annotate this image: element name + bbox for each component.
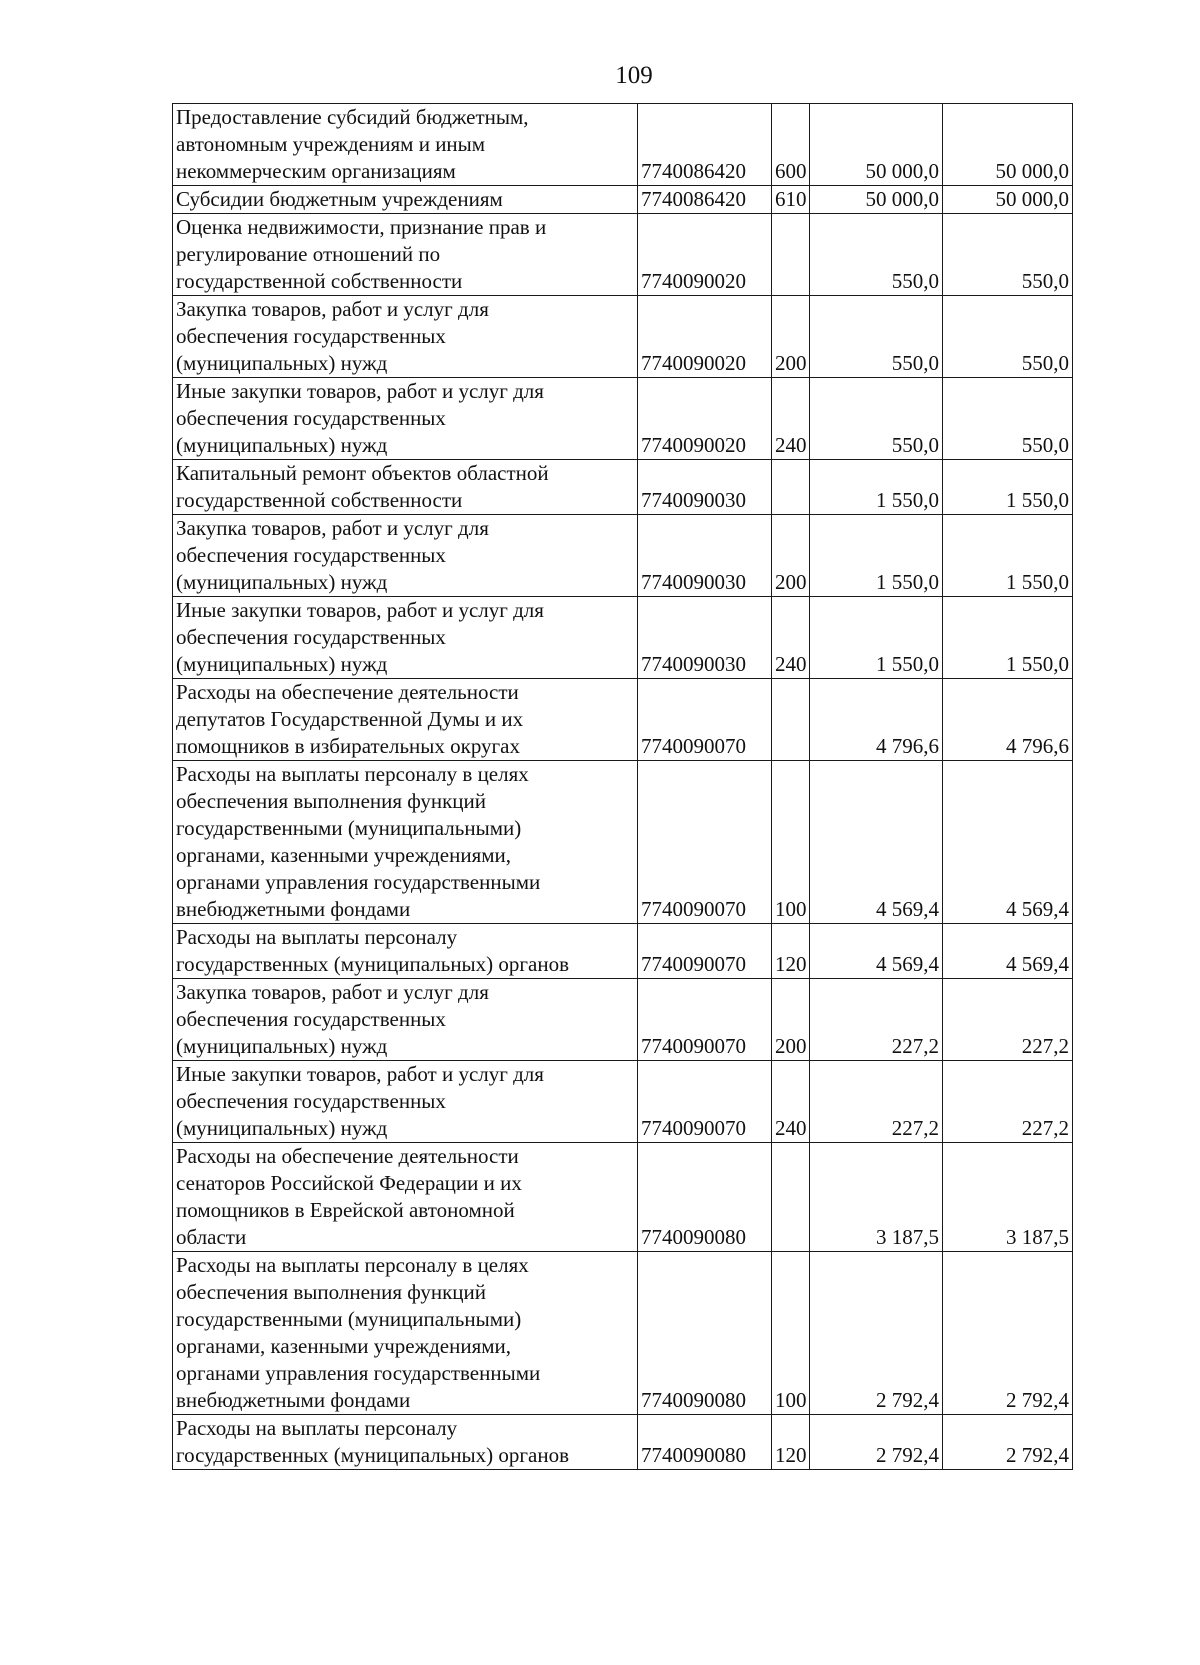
expense-type-code-cell: 100 bbox=[772, 761, 810, 924]
expense-name-line: области bbox=[176, 1225, 247, 1249]
expense-name-line: обеспечения государственных bbox=[176, 1007, 446, 1031]
expense-name-line: (муниципальных) нужд bbox=[176, 652, 388, 676]
expense-name-line: обеспечения государственных bbox=[176, 543, 446, 567]
table-row bbox=[173, 104, 1073, 186]
expense-name-line: государственными (муниципальными) bbox=[176, 1307, 522, 1331]
target-article-code-cell: 7740090080 bbox=[638, 1143, 772, 1252]
expense-name-line: (муниципальных) нужд bbox=[176, 1034, 388, 1058]
amount-year-1-cell: 550,0 bbox=[810, 378, 943, 460]
amount-year-2-cell: 2 792,4 bbox=[943, 1415, 1073, 1470]
expense-name-cell bbox=[173, 104, 638, 186]
expense-name-line: Расходы на выплаты персоналу bbox=[176, 1416, 458, 1440]
expense-name-line: Иные закупки товаров, работ и услуг для bbox=[176, 379, 544, 403]
expense-type-code-cell: 120 bbox=[772, 1415, 810, 1470]
amount-year-2-cell: 4 569,4 bbox=[943, 761, 1073, 924]
amount-year-1-cell: 227,2 bbox=[810, 1061, 943, 1143]
expense-name-line: (муниципальных) нужд bbox=[176, 570, 388, 594]
expense-type-code-cell bbox=[772, 1143, 810, 1252]
expense-type-code-cell: 200 bbox=[772, 515, 810, 597]
table-row bbox=[173, 979, 1073, 1061]
table-row bbox=[173, 515, 1073, 597]
amount-year-1-cell: 2 792,4 bbox=[810, 1415, 943, 1470]
amount-year-1-cell: 550,0 bbox=[810, 296, 943, 378]
table-row bbox=[173, 1061, 1073, 1143]
budget-table bbox=[172, 103, 1073, 1470]
target-article-code-cell: 7740090070 bbox=[638, 679, 772, 761]
expense-type-code-cell bbox=[772, 679, 810, 761]
expense-name-line: органами, казенными учреждениями, bbox=[176, 1334, 512, 1358]
expense-name-line: обеспечения государственных bbox=[176, 625, 446, 649]
expense-type-code-cell bbox=[772, 460, 810, 515]
expense-name-line: Закупка товаров, работ и услуг для bbox=[176, 516, 489, 540]
table-row bbox=[173, 679, 1073, 761]
amount-year-1-cell: 1 550,0 bbox=[810, 597, 943, 679]
target-article-code-cell: 7740090070 bbox=[638, 761, 772, 924]
amount-year-1-cell: 50 000,0 bbox=[810, 104, 943, 186]
expense-type-code-cell: 200 bbox=[772, 979, 810, 1061]
expense-name-line: помощников в избирательных округах bbox=[176, 734, 520, 758]
target-article-code-cell: 7740090030 bbox=[638, 597, 772, 679]
expense-name-line: Капитальный ремонт объектов областной bbox=[176, 461, 549, 485]
expense-name-cell bbox=[173, 1415, 638, 1470]
expense-name-line: Расходы на выплаты персоналу bbox=[176, 925, 458, 949]
expense-name-line: (муниципальных) нужд bbox=[176, 1116, 388, 1140]
expense-name-cell bbox=[173, 515, 638, 597]
expense-name-cell bbox=[173, 186, 638, 214]
table-row bbox=[173, 924, 1073, 979]
expense-name-line: Иные закупки товаров, работ и услуг для bbox=[176, 598, 544, 622]
target-article-code-cell: 7740090070 bbox=[638, 924, 772, 979]
expense-name-line: Субсидии бюджетным учреждениям bbox=[176, 187, 503, 211]
amount-year-1-cell: 550,0 bbox=[810, 214, 943, 296]
expense-name-cell bbox=[173, 378, 638, 460]
amount-year-2-cell: 3 187,5 bbox=[943, 1143, 1073, 1252]
expense-name-cell bbox=[173, 597, 638, 679]
expense-name-line: органами управления государственными bbox=[176, 1361, 541, 1385]
expense-name-line: (муниципальных) нужд bbox=[176, 351, 388, 375]
target-article-code-cell: 7740090020 bbox=[638, 214, 772, 296]
expense-name-line: Расходы на выплаты персоналу в целях bbox=[176, 1253, 529, 1277]
table-row bbox=[173, 186, 1073, 214]
amount-year-2-cell: 50 000,0 bbox=[943, 104, 1073, 186]
expense-type-code-cell: 240 bbox=[772, 378, 810, 460]
expense-name-line: Расходы на выплаты персоналу в целях bbox=[176, 762, 529, 786]
expense-name-line: депутатов Государственной Думы и их bbox=[176, 707, 524, 731]
expense-type-code-cell bbox=[772, 214, 810, 296]
expense-name-line: Оценка недвижимости, признание прав и bbox=[176, 215, 547, 239]
target-article-code-cell: 7740090020 bbox=[638, 378, 772, 460]
expense-name-line: регулирование отношений по bbox=[176, 242, 441, 266]
expense-type-code-cell: 100 bbox=[772, 1252, 810, 1415]
amount-year-2-cell: 50 000,0 bbox=[943, 186, 1073, 214]
expense-name-line: Расходы на обеспечение деятельности bbox=[176, 1144, 519, 1168]
amount-year-2-cell: 1 550,0 bbox=[943, 515, 1073, 597]
amount-year-1-cell: 4 569,4 bbox=[810, 924, 943, 979]
expense-name-line: обеспечения выполнения функций bbox=[176, 1280, 487, 1304]
table-row bbox=[173, 1143, 1073, 1252]
expense-name-line: внебюджетными фондами bbox=[176, 1388, 411, 1412]
expense-name-line: некоммерческим организациям bbox=[176, 159, 456, 183]
amount-year-1-cell: 1 550,0 bbox=[810, 460, 943, 515]
expense-name-line: органами, казенными учреждениями, bbox=[176, 843, 512, 867]
expense-type-code-cell: 240 bbox=[772, 597, 810, 679]
expense-name-cell bbox=[173, 214, 638, 296]
table-row bbox=[173, 1252, 1073, 1415]
expense-name-line: (муниципальных) нужд bbox=[176, 433, 388, 457]
expense-name-cell bbox=[173, 679, 638, 761]
table-row bbox=[173, 460, 1073, 515]
expense-name-line: Расходы на обеспечение деятельности bbox=[176, 680, 519, 704]
target-article-code-cell: 7740090080 bbox=[638, 1415, 772, 1470]
target-article-code-cell: 7740090070 bbox=[638, 979, 772, 1061]
amount-year-1-cell: 4 569,4 bbox=[810, 761, 943, 924]
expense-name-cell bbox=[173, 1061, 638, 1143]
expense-name-cell bbox=[173, 924, 638, 979]
target-article-code-cell: 7740090030 bbox=[638, 515, 772, 597]
expense-name-cell bbox=[173, 979, 638, 1061]
amount-year-2-cell: 4 796,6 bbox=[943, 679, 1073, 761]
amount-year-2-cell: 227,2 bbox=[943, 979, 1073, 1061]
expense-name-line: внебюджетными фондами bbox=[176, 897, 411, 921]
expense-name-line: помощников в Еврейской автономной bbox=[176, 1198, 515, 1222]
table-row bbox=[173, 296, 1073, 378]
amount-year-2-cell: 2 792,4 bbox=[943, 1252, 1073, 1415]
expense-name-line: сенаторов Российской Федерации и их bbox=[176, 1171, 522, 1195]
expense-name-line: государственной собственности bbox=[176, 488, 463, 512]
target-article-code-cell: 7740086420 bbox=[638, 104, 772, 186]
expense-name-line: обеспечения государственных bbox=[176, 406, 446, 430]
target-article-code-cell: 7740086420 bbox=[638, 186, 772, 214]
expense-name-cell bbox=[173, 296, 638, 378]
page-number: 109 bbox=[615, 62, 653, 89]
amount-year-2-cell: 4 569,4 bbox=[943, 924, 1073, 979]
amount-year-1-cell: 3 187,5 bbox=[810, 1143, 943, 1252]
expense-name-line: государственными (муниципальными) bbox=[176, 816, 522, 840]
expense-type-code-cell: 600 bbox=[772, 104, 810, 186]
table-row bbox=[173, 761, 1073, 924]
table-row bbox=[173, 1415, 1073, 1470]
table-row bbox=[173, 597, 1073, 679]
expense-name-line: обеспечения выполнения функций bbox=[176, 789, 487, 813]
expense-name-line: автономным учреждениям и иным bbox=[176, 132, 486, 156]
target-article-code-cell: 7740090020 bbox=[638, 296, 772, 378]
expense-name-line: обеспечения государственных bbox=[176, 1089, 446, 1113]
expense-type-code-cell: 610 bbox=[772, 186, 810, 214]
expense-type-code-cell: 200 bbox=[772, 296, 810, 378]
amount-year-2-cell: 550,0 bbox=[943, 296, 1073, 378]
expense-name-cell bbox=[173, 460, 638, 515]
expense-name-line: органами управления государственными bbox=[176, 870, 541, 894]
target-article-code-cell: 7740090030 bbox=[638, 460, 772, 515]
expense-name-line: Закупка товаров, работ и услуг для bbox=[176, 980, 489, 1004]
expense-name-cell bbox=[173, 1143, 638, 1252]
amount-year-2-cell: 1 550,0 bbox=[943, 597, 1073, 679]
amount-year-2-cell: 227,2 bbox=[943, 1061, 1073, 1143]
expense-name-line: государственных (муниципальных) органов bbox=[176, 1443, 570, 1467]
expense-name-line: Закупка товаров, работ и услуг для bbox=[176, 297, 489, 321]
target-article-code-cell: 7740090080 bbox=[638, 1252, 772, 1415]
expense-type-code-cell: 240 bbox=[772, 1061, 810, 1143]
table-row bbox=[173, 214, 1073, 296]
expense-name-cell bbox=[173, 1252, 638, 1415]
budget-table-body bbox=[173, 104, 1073, 1470]
expense-name-line: государственных (муниципальных) органов bbox=[176, 952, 570, 976]
amount-year-1-cell: 50 000,0 bbox=[810, 186, 943, 214]
amount-year-2-cell: 1 550,0 bbox=[943, 460, 1073, 515]
expense-type-code-cell: 120 bbox=[772, 924, 810, 979]
expense-name-line: обеспечения государственных bbox=[176, 324, 446, 348]
amount-year-2-cell: 550,0 bbox=[943, 378, 1073, 460]
expense-name-line: государственной собственности bbox=[176, 269, 463, 293]
amount-year-1-cell: 4 796,6 bbox=[810, 679, 943, 761]
amount-year-1-cell: 1 550,0 bbox=[810, 515, 943, 597]
table-row bbox=[173, 378, 1073, 460]
expense-name-line: Иные закупки товаров, работ и услуг для bbox=[176, 1062, 544, 1086]
target-article-code-cell: 7740090070 bbox=[638, 1061, 772, 1143]
amount-year-1-cell: 2 792,4 bbox=[810, 1252, 943, 1415]
expense-name-cell bbox=[173, 761, 638, 924]
amount-year-2-cell: 550,0 bbox=[943, 214, 1073, 296]
expense-name-line: Предоставление субсидий бюджетным, bbox=[176, 105, 529, 129]
amount-year-1-cell: 227,2 bbox=[810, 979, 943, 1061]
